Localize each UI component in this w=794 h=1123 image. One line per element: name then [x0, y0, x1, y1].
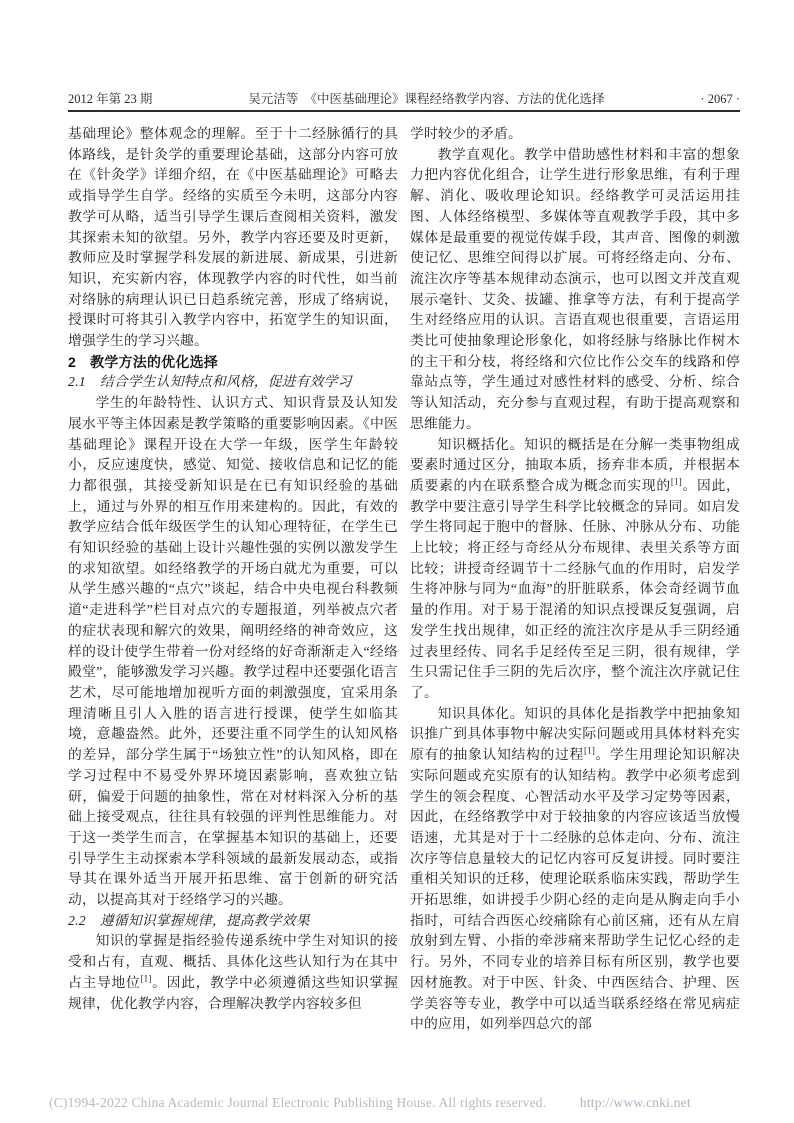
- paragraph-continuation: 学时较少的矛盾。: [410, 126, 522, 141]
- page-footer: [49, 1095, 769, 1111]
- right-column: [410, 124, 740, 1035]
- running-title: 吴元洁等 《中医基础理论》课程经络教学内容、方法的优化选择: [248, 92, 605, 106]
- cnki-url: http://www.cnki.net: [579, 1095, 691, 1110]
- section-heading-2: 2 教学方法的优化选择: [68, 353, 218, 370]
- left-column: [68, 124, 398, 1035]
- paragraph-text: 。因此，教学中必须遵循这些知识掌握规律，优化教学内容，合理解决教学内容较多但: [68, 974, 399, 1011]
- copyright-text: (C)1994-2022 China Academic Journal Electronic Publishing House. All rights reserved.: [49, 1095, 547, 1110]
- subsection-heading-2-1: 2.1 结合学生认知特点和风格，促进有效学习: [68, 374, 352, 390]
- citation-ref: [1]: [583, 745, 596, 756]
- citation-ref: [1]: [670, 476, 683, 487]
- paragraph: [410, 704, 740, 1035]
- subsection-heading-2-2: 2.2 遵循知识掌握规律，提高教学效果: [68, 912, 310, 928]
- citation-ref: [1]: [140, 973, 152, 984]
- page-number: · 2067 ·: [700, 92, 740, 106]
- paragraph-text: 知识的掌握是指经验传递系统中学生对知识的接受和占有，直观、概括、具体化这些认知行为在其中占主导地位: [68, 933, 398, 990]
- journal-issue: 2012 年第 23 期: [68, 92, 153, 106]
- paragraph-text: 知识具体化。知识的具体化是指教学中把抽象知识推广到具体事物中解决实际问题或用具体材料充实原有的抽象认知结构的过程: [410, 705, 740, 763]
- paragraph-text: 知识概括化。知识的概括是在分解一类事物组成要素时通过区分，抽取本质，扬弃非本质，并根据本质要素的内在联系整合成为概念而实现的: [410, 436, 740, 493]
- paragraph: 教学直观化。教学中借助感性材料和丰富的想象力把内容优化组合，让学生进行形象思维，有利于理解、消化、吸收理论知识。经络教学可灵活运用挂图、人体经络模型、多媒体等直观教学手段，其中多媒体是最重要的视觉传媒手段，其声音、图像的刺激使记忆、思维空间得以扩展。可将经络走向、分布、流注次序等基本规律动态演示，也可以图文并茂直观展示毫针、艾灸、拔罐、推拿等方法，有利于提高学生对经络应用的认识。言语直观也很重要，言语运用类比可使抽象理论形象化，如将经脉与络脉比作树木的主干和分枝，将经络和穴位比作公交车的线路和停靠站点等，学生通过对感性材料的感受、分析、综合等认知活动，充分参与直观过程，有助于提高观察和思维能力。: [410, 146, 740, 431]
- paragraph: 学生的年龄特性、认识方式、知识背景及认知发展水平等主体因素是教学策略的重要影响因素。《中医基础理论》课程开设在大学一年级，医学生年龄较小，反应速度快，感觉、知觉、接收信息和记忆的能力都很强，其接受新知识是在已有知识经验的基础上，通过与外界的相互作用来建构的。因此，有效的教学应结合低年级医学生的认知心理特征，在学生已有知识经验的基础上设计兴趣性强的实例以激发学生的求知欲望。如经络教学的开场白就尤为重要，可以从学生感兴趣的“点穴”谈起，结合中央电视台科教频道“走进科学”栏目对点穴的专题报道，列举被点穴者的症状表现和解穴的效果，阐明经络的神奇效应，这样的设计使学生带着一份对经络的好奇渐渐走入“经络殿堂”，能够激发学习兴趣。教学过程中还要强化语言艺术，尽可能地增加视听方面的刺激强度，宜采用条理清晰且引人入胜的语言进行授课，使学生如临其境，意趣盎然。此外，还要注重不同学生的认知风格的差异，部分学生属于“场独立性”的认知风格，即在学习过程中不易受外界环境因素影响，喜欢独立钻研，偏爱于问题的抽象性，常在对材料深入分析的基础上接受观点，往往具有较强的评判性思维能力。对于这一类学生而言，在掌握基本知识的基础上，还要引导学生主动探索本学科领域的最新发展动态，或指导其在课外适当开展开拓思维、富于创新的研究活动，以提高其对于经络学习的兴趣。: [68, 395, 398, 908]
- paragraph-text: 。因此，教学中要注意引导学生科学比较概念的异同。如启发学生将同起于胞中的督脉、任脉、冲脉从分布、功能上比较；将正经与奇经从分布规律、表里关系等方面比较；讲授奇经调节十二经脉气血的作用时，启发学生将冲脉与同为“血海”的肝脏联系，体会奇经调节血量的作用。对于易于混淆的知识点授课反复强调，启发学生找出规律，如正经的流注次序是从手三阴经通过表里经传、同名手足经传至足三阴，很有规律，学生只需记住手三阴的先后次序，整个流注次序就记住了。: [410, 477, 740, 700]
- header-rule: [68, 110, 740, 112]
- page-header: [68, 89, 740, 107]
- paragraph: [410, 435, 740, 704]
- paragraph-text: 。学生用理论知识解决实际问题或充实原有的认知结构。教学中必须考虑到学生的领会程度、心智活动水平及学习定势等因素，因此，在经络教学中对于较抽象的内容应该适当放慢语速，尤其是对于十二经脉的总体走向、分布、流注次序等信息量较大的记忆内容可反复讲授。同时要注重相关知识的迁移，使理论联系临床实践，帮助学生开拓思维，如讲授手少阴心经的走向是从胸走向手小指时，可结合西医心绞痛除有心前区痛，还有从左肩放射到左臂、小指的牵涉痛来帮助学生记忆心经的走行。另外，不同专业的培养目标有所区别，教学也要因材施教。对于中医、针灸、中西医结合、护理、医学美容等专业，教学中可以适当联系经络在常见病症中的应用，如列举四总穴的部: [410, 747, 740, 1032]
- paragraph-continuation: 基础理论》整体观念的理解。至于十二经脉循行的具体路线，是针灸学的重要理论基础，这部分内容可放在《针灸学》详细介绍，在《中医基础理论》可略去或指导学生自学。经络的实质至今未明，这部分内容教学可从略，适当引导学生课后查阅相关资料，激发其探索未知的欲望。另外，教学内容还要及时更新，教师应及时掌握学科发展的新进展、新成果，引进新知识，充实新内容，体现教学内容的时代性，如当前对络脉的病理认识已日趋系统完善，形成了络病说，授课时可将其引入教学内容中，拓宽学生的知识面，增强学生的学习兴趣。: [68, 126, 398, 349]
- article-body: [68, 124, 740, 1035]
- paragraph: [68, 931, 398, 1014]
